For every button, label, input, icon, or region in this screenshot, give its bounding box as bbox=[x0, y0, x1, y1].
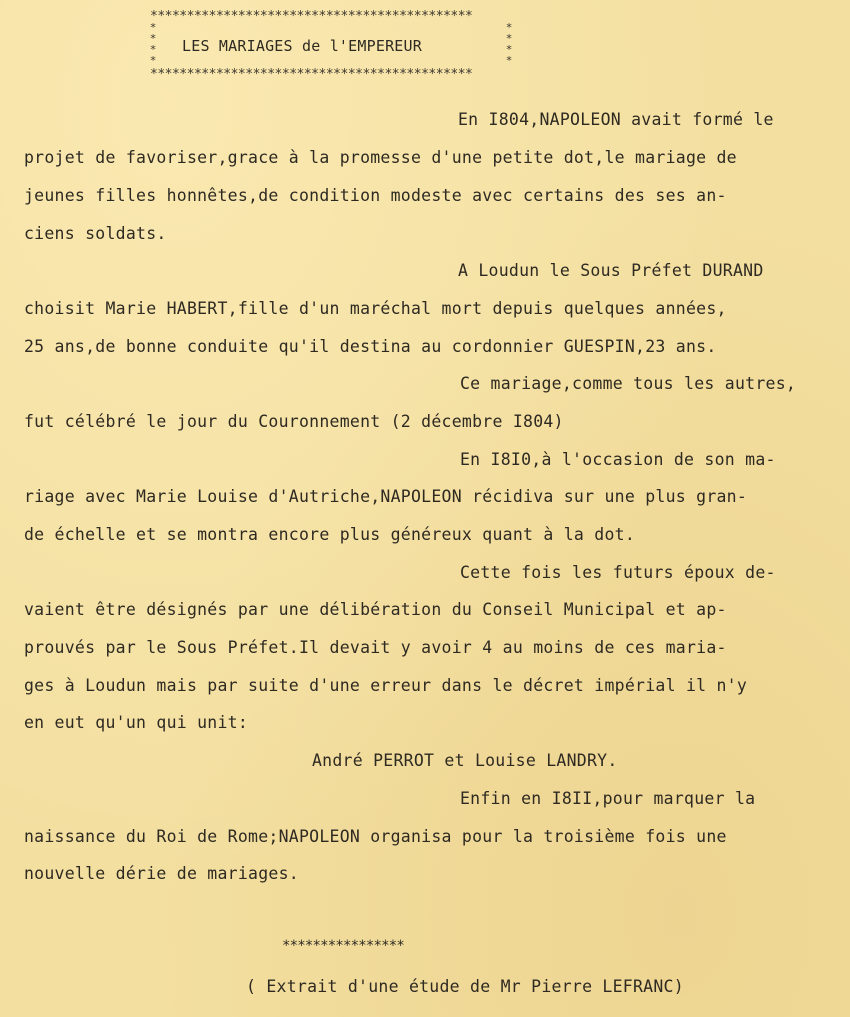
text-line: Ce mariage,comme tous les autres, bbox=[460, 374, 797, 393]
separator-stars: **************** bbox=[282, 938, 405, 954]
text-line: nouvelle dérie de mariages. bbox=[24, 864, 299, 883]
text-line: ges à Loudun mais par suite d'une erreur dans le décret impérial il n'y bbox=[24, 676, 748, 695]
text-line: André PERROT et Louise LANDRY. bbox=[312, 751, 618, 770]
text-line: En I8I0,à l'occasion de son ma- bbox=[460, 450, 776, 469]
text-line: projet de favoriser,grace à la promesse d'une petite dot,le mariage de bbox=[24, 148, 737, 167]
text-line: choisit Marie HABERT,fille d'un maréchal mort depuis quelques années, bbox=[24, 299, 727, 318]
title-stars-bottom: ******************************************** bbox=[150, 67, 473, 82]
text-line: en eut qu'un qui unit: bbox=[24, 713, 249, 732]
text-line: fut célébré le jour du Couronnement (2 décembre I804) bbox=[24, 412, 564, 431]
text-line: Enfin en I8II,pour marquer la bbox=[460, 789, 756, 808]
text-line: prouvés par le Sous Préfet.Il devait y avoir 4 au moins de ces maria- bbox=[24, 638, 727, 657]
text-line: 25 ans,de bonne conduite qu'il destina au cordonnier GUESPIN,23 ans. bbox=[24, 337, 717, 356]
text-line: jeunes filles honnêtes,de condition modeste avec certains des ses an- bbox=[24, 186, 727, 205]
text-line: En I804,NAPOLEON avait formé le bbox=[458, 110, 774, 129]
text-line: vaient être désignés par une délibération du Conseil Municipal et ap- bbox=[24, 600, 727, 619]
text-line: naissance du Roi de Rome;NAPOLEON organisa pour la troisième fois une bbox=[24, 827, 727, 846]
page-title: LES MARIAGES de l'EMPEREUR bbox=[182, 37, 422, 55]
source-credit: ( Extrait d'une étude de Mr Pierre LEFRANC) bbox=[246, 977, 684, 996]
text-line: ciens soldats. bbox=[24, 224, 167, 243]
text-line: A Loudun le Sous Préfet DURAND bbox=[458, 261, 764, 280]
text-line: de échelle et se montra encore plus généreux quant à la dot. bbox=[24, 525, 636, 544]
title-stars-right: * * * * bbox=[505, 21, 513, 67]
title-frame bbox=[146, 8, 518, 82]
text-line: Cette fois les futurs époux de- bbox=[460, 563, 776, 582]
text-line: riage avec Marie Louise d'Autriche,NAPOLEON récidiva sur une plus gran- bbox=[24, 487, 748, 506]
title-stars-top: ******************************************** bbox=[150, 9, 473, 24]
title-stars-left: * * * * bbox=[149, 21, 157, 67]
